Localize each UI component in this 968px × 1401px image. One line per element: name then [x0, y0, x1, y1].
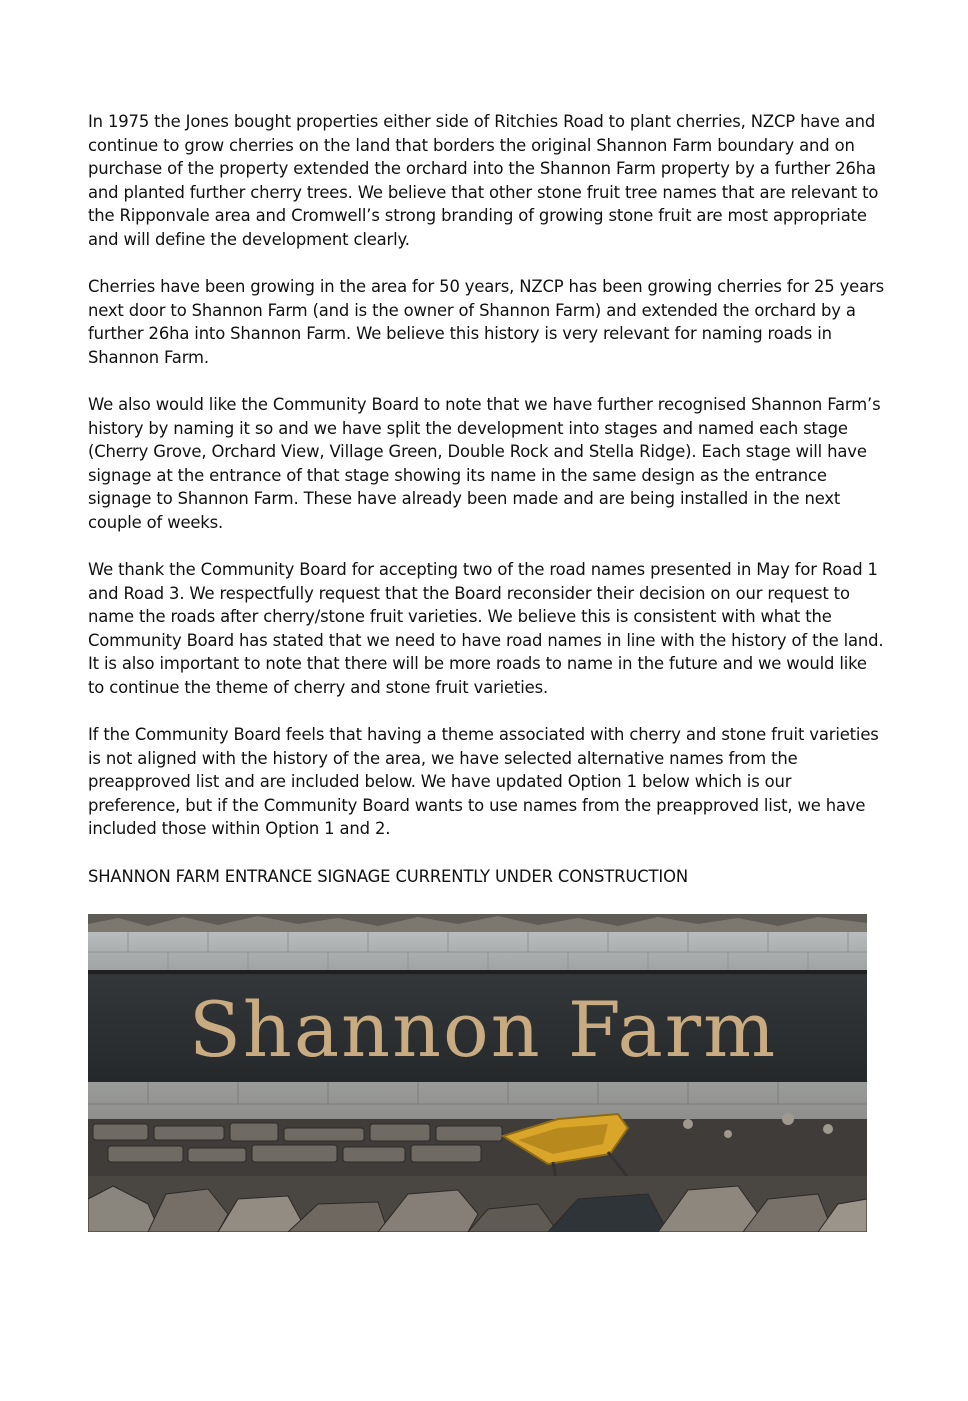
sign-lettering: Shannon Farm	[188, 985, 778, 1074]
photo-caption: SHANNON FARM ENTRANCE SIGNAGE CURRENTLY UNDER CONSTRUCTION	[88, 866, 688, 886]
entrance-sign-photo	[88, 914, 867, 1232]
paragraph-stages: We also would like the Community Board to note that we have further recognised Shannon Farm’s history by naming it so and we have split the development into stages and named each stage (Cherry Grove, Orchard View, Village Green, Double Rock and Stella Ridge). Each stage will have signage at the entrance of that stage showing its name in the same design as the entrance signage to Shannon Farm. These have already been made and are being installed in the next couple of weeks.	[88, 394, 881, 532]
paragraph-alternatives: If the Community Board feels that having a theme associated with cherry and stone fruit varieties is not aligned with the history of the area, we have selected alternative names from the preapproved list and are included below. We have updated Option 1 below which is our preference, but if the Community Board wants to use names from the preapproved list, we have included those within Option 1 and 2.	[88, 725, 879, 839]
paragraph-history: In 1975 the Jones bought properties either side of Ritchies Road to plant cherries, NZCP have and continue to grow cherries on the land that borders the original Shannon Farm boundary and on purchase of the property extended the orchard into the Shannon Farm property by a further 26ha and planted further cherry trees. We believe that other stone fruit tree names that are relevant to the Ripponvale area and Cromwell’s strong branding of growing stone fruit are most appropriate and will define the development clearly.	[88, 112, 879, 249]
paragraph-request: We thank the Community Board for accepting two of the road names presented in May for Road 1 and Road 3. We respectfully request that the Board reconsider their decision on our request to name the roads after cherry/stone fruit varieties. We believe this is consistent with what the Community Board has stated that we need to have road names in line with the history of the land. It is also important to note that there will be more roads to name in the future and we would like to continue the theme of cherry and stone fruit varieties.	[88, 560, 884, 697]
paragraph-cherries-growing: Cherries have been growing in the area for 50 years, NZCP has been growing cherries for 25 years next door to Shannon Farm (and is the owner of Shannon Farm) and extended the orchard by a further 26ha into Shannon Farm. We believe this history is very relevant for naming roads in Shannon Farm.	[88, 277, 884, 367]
document-body	[88, 110, 888, 888]
